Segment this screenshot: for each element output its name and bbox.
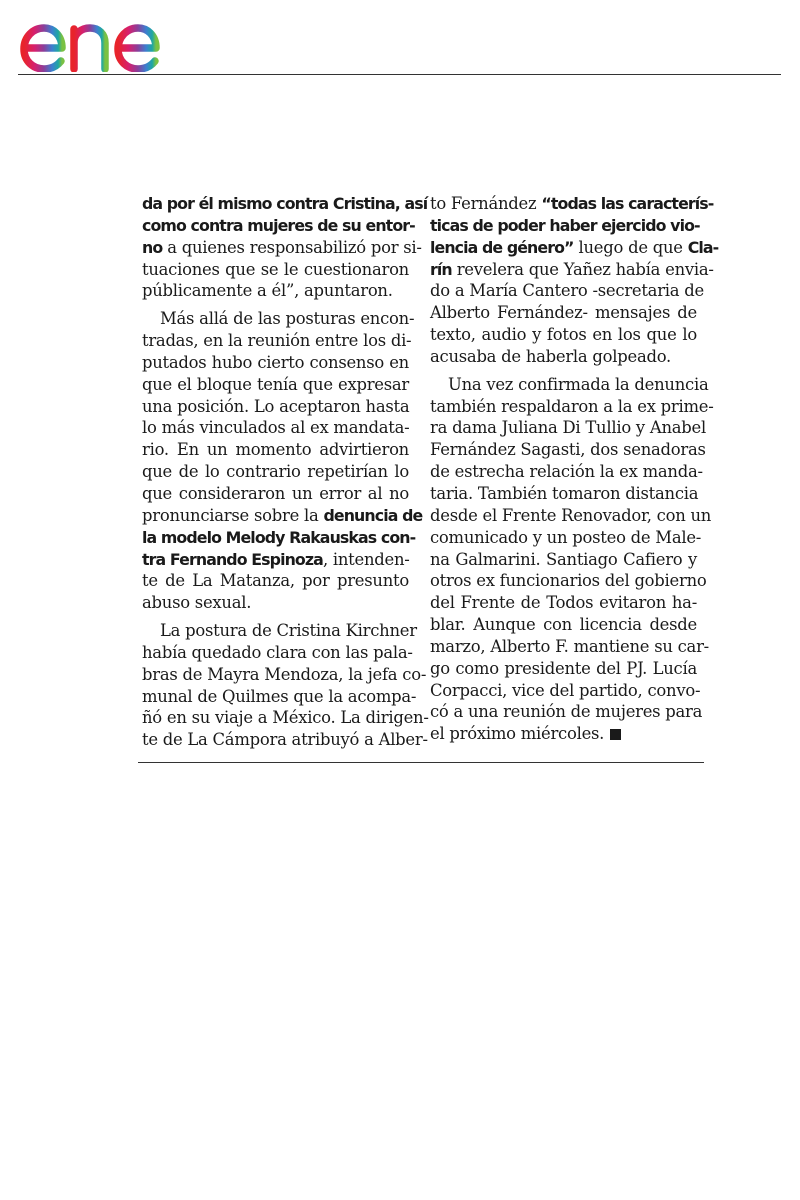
- text-line: [430, 302, 697, 324]
- text-line: [142, 330, 412, 352]
- body-text: Alberto Fernández- mensajes de: [430, 303, 697, 323]
- body-text: bras de Mayra Mendoza, la jefa co-: [142, 664, 427, 684]
- body-text: acusaba de haberla golpeado.: [430, 346, 671, 366]
- body-text: blar. Aunque con licencia desde: [430, 615, 697, 635]
- body-text: una posición. Lo aceptaron hasta: [142, 396, 410, 416]
- text-line: [430, 636, 709, 658]
- text-line: [430, 527, 702, 549]
- text-line: [142, 193, 428, 215]
- article-column-right: [430, 193, 719, 745]
- body-text: texto, audio y fotos en los que lo: [430, 325, 697, 345]
- body-text: revelera que Yañez había envia-: [451, 259, 714, 279]
- body-text: Una vez confirmada la denuncia: [448, 374, 709, 394]
- body-text: rio. En un momento advirtieron: [142, 440, 409, 460]
- text-line: [430, 658, 697, 680]
- body-text: te de La Matanza, por presunto: [142, 571, 409, 591]
- body-text: munal de Quilmes que la acompa-: [142, 686, 417, 706]
- text-line: [430, 439, 706, 461]
- text-line: [430, 505, 712, 527]
- body-text: na Galmarini. Santiago Cafiero y: [430, 549, 697, 569]
- body-text: ñó en su viaje a México. La dirigen-: [142, 708, 429, 728]
- body-text: comunicado y un posteo de Male-: [430, 527, 702, 547]
- body-text: ra dama Juliana Di Tullio y Anabel: [430, 418, 706, 438]
- text-line: [430, 324, 697, 346]
- text-line: [142, 280, 409, 302]
- text-line: [430, 549, 697, 571]
- text-line: [430, 592, 697, 614]
- text-line: [142, 439, 409, 461]
- text-line: [430, 461, 703, 483]
- body-text: marzo, Alberto F. mantiene su car-: [430, 636, 709, 656]
- text-line: [142, 417, 409, 439]
- end-of-article-mark: [610, 729, 621, 740]
- highlight-text: no: [142, 237, 163, 257]
- body-text: que consideraron un error al no: [142, 483, 409, 503]
- text-line: [142, 620, 417, 642]
- text-line: [142, 686, 417, 708]
- text-line: [430, 259, 714, 281]
- text-line: [430, 723, 697, 745]
- highlight-text: denuncia de: [323, 505, 423, 525]
- text-line: [142, 259, 409, 281]
- body-text: que de lo contrario repetirían lo: [142, 462, 409, 482]
- body-text: lo más vinculados al ex mandata-: [142, 418, 410, 438]
- text-line: [430, 237, 719, 259]
- text-line: [142, 592, 409, 614]
- body-text: abuso sexual.: [142, 593, 252, 613]
- body-text: Fernández Sagasti, dos senadoras: [430, 440, 706, 460]
- text-line: [142, 505, 423, 527]
- body-text: Corpacci, vice del partido, convo-: [430, 680, 701, 700]
- text-line: [142, 527, 416, 549]
- highlight-text: “todas las caracterís-: [541, 194, 714, 213]
- highlight-text: rín: [430, 259, 452, 279]
- highlight-text: la modelo Melody Rakauskas con-: [142, 527, 416, 547]
- body-text: Más allá de las posturas encon-: [160, 309, 415, 329]
- text-line: [430, 701, 703, 723]
- body-text: putados hubo cierto consenso en: [142, 352, 409, 372]
- text-line: [142, 483, 409, 505]
- highlight-text: Cla-: [687, 237, 719, 257]
- text-line: [430, 614, 697, 636]
- text-line: [142, 215, 415, 237]
- article-body: [138, 193, 719, 753]
- body-text: el próximo miércoles.: [430, 724, 605, 744]
- body-text: luego de que: [573, 237, 688, 257]
- body-text: có a una reunión de mujeres para: [430, 702, 703, 722]
- body-text: otros ex funcionarios del gobierno: [430, 571, 707, 591]
- body-text: to Fernández: [430, 194, 542, 213]
- body-text: públicamente a él”, apuntaron.: [142, 281, 393, 301]
- article-column-left: [142, 193, 429, 751]
- page-header: [0, 0, 800, 80]
- text-line: [430, 483, 697, 505]
- text-line: [430, 346, 697, 368]
- body-text: tradas, en la reunión entre los di-: [142, 331, 412, 351]
- text-line: [430, 193, 714, 215]
- text-line: [142, 707, 429, 729]
- highlight-text: tra Fernando Espinoza: [142, 549, 323, 569]
- text-line: [142, 549, 409, 571]
- text-line: [142, 352, 409, 374]
- text-line: [430, 570, 707, 592]
- body-text: a quienes responsabilizó por si-: [162, 237, 422, 257]
- text-line: [142, 664, 427, 686]
- highlight-text: como contra mujeres de su entor-: [142, 215, 415, 235]
- body-text: , intenden-: [322, 549, 410, 569]
- text-line: [142, 396, 409, 418]
- body-text: de estrecha relación la ex manda-: [430, 462, 703, 482]
- text-line: [142, 642, 413, 664]
- highlight-text: ticas de poder haber ejercido vio-: [430, 215, 700, 235]
- text-line: [430, 417, 706, 439]
- highlight-text: lencia de género”: [430, 237, 574, 257]
- header-divider: [18, 74, 781, 75]
- body-text: pronunciarse sobre la: [142, 505, 324, 525]
- body-text: que el bloque tenía que expresar: [142, 374, 409, 394]
- text-line: [142, 237, 422, 259]
- body-text: taria. También tomaron distancia: [430, 483, 699, 503]
- body-text: te de La Cámpora atribuyó a Alber-: [142, 730, 428, 750]
- body-text: desde el Frente Renovador, con un: [430, 505, 712, 525]
- text-line: [430, 680, 701, 702]
- body-text: del Frente de Todos evitaron ha-: [430, 593, 697, 613]
- body-text: go como presidente del PJ. Lucía: [430, 658, 697, 678]
- text-line: [430, 396, 714, 418]
- text-line: [430, 215, 700, 237]
- text-line: [430, 374, 709, 396]
- enel-logo: [18, 4, 193, 72]
- body-text: tuaciones que se le cuestionaron: [142, 259, 409, 279]
- body-text: también respaldaron a la ex prime-: [430, 396, 714, 416]
- body-text: do a María Cantero -secretaria de: [430, 281, 704, 301]
- text-line: [142, 374, 409, 396]
- highlight-text: da por él mismo contra Cristina, así: [142, 194, 428, 213]
- text-line: [142, 308, 415, 330]
- text-line: [142, 461, 409, 483]
- body-text: había quedado clara con las pala-: [142, 642, 413, 662]
- article-bottom-divider: [138, 762, 704, 763]
- text-line: [430, 280, 704, 302]
- text-line: [142, 729, 428, 751]
- text-line: [142, 570, 409, 592]
- body-text: La postura de Cristina Kirchner: [160, 621, 417, 641]
